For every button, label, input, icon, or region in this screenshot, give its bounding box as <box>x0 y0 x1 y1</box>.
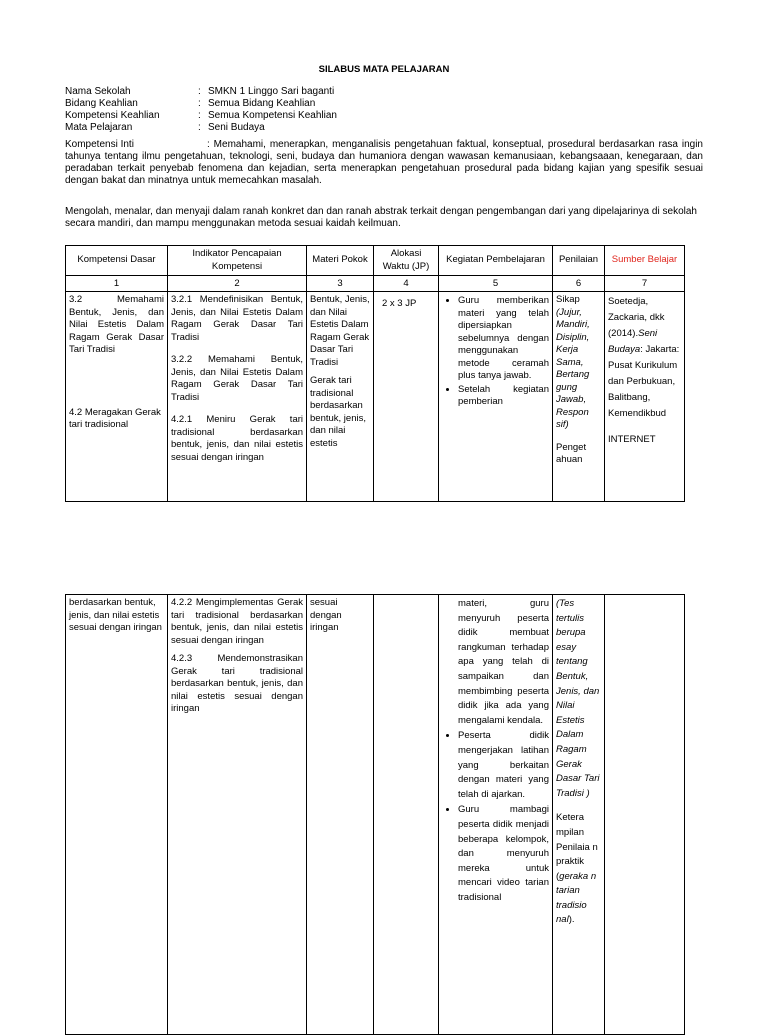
alokasi-cell <box>374 595 439 1035</box>
kegiatan-text: materi, guru menyuruh peserta didik membuat rangkuman terhadap apa yang telah di sampaikan dan membimbing peserta didik jika ada yang mengalami kendala. <box>458 598 549 726</box>
kd-text: 3.2 Memahami Bentuk, Jenis, dan Nilai Estetis Dalam Ragam Gerak Dasar Tari Tradisi <box>69 294 164 355</box>
ki-label: Kompetensi Inti <box>65 139 134 150</box>
penilaian-head: Sikap <box>556 294 580 305</box>
meta-value: Semua Bidang Keahlian <box>208 98 316 109</box>
sumber-book-title: Seni Budaya <box>608 328 658 355</box>
penilaian-tes: (Tes tertulis berupa esay tentang Bentuk, Jenis, dan Nilai Estetis Dalam Ragam Gerak Dasar Tari Tradisi ) <box>556 598 600 799</box>
penilaian-ket-end: ). <box>568 914 575 926</box>
sumber-text <box>608 294 681 422</box>
alokasi-cell <box>374 292 439 502</box>
materi-text: Bentuk, Jenis, dan Nilai Estetis Dalam Ragam Gerak Dasar Tari Tradisi <box>310 294 370 368</box>
header-kd: Kompetensi Dasar <box>66 246 168 276</box>
indikator-text: 4.2.2 Mengimplementas Gerak tari tradisional berdasarkan bentuk, jenis, dan nilai estetis sesuai dengan iringan <box>171 597 303 646</box>
alokasi-text: 2 x 3 JP <box>382 298 417 309</box>
document-title: SILABUS MATA PELAJARAN <box>318 64 450 75</box>
core-competency-paragraph-2: Mengolah, menalar, dan menyaji dalam ranah konkret dan dan ranah abstrak terkait dengan pengembangan dari yang dipelajarinya di sekolah secara mandiri, dan mampu menggunakan metoda sesuai kaidah keilmuan. <box>65 206 697 229</box>
col-number: 4 <box>374 276 439 292</box>
penilaian-ket-italic: geraka n tarian tradisio nal <box>556 870 597 926</box>
meta-row-school <box>65 86 337 98</box>
kd-text: berdasarkan bentuk, jenis, dan nilai estetis sesuai dengan iringan <box>69 597 162 633</box>
header-materi: Materi Pokok <box>307 246 374 276</box>
kegiatan-list <box>442 294 549 409</box>
meta-row-subject <box>65 122 337 134</box>
list-item: • Peserta didik mengerjakan latihan yang berkaitan dengan materi yang telah di ajarkan. <box>458 728 549 802</box>
indikator-cell <box>168 292 307 502</box>
syllabus-table-page2 <box>65 594 685 1035</box>
materi-text: Gerak tari tradisional berdasarkan bentuk, jenis, dan nilai estetis <box>310 375 366 449</box>
table-header-row <box>66 246 685 276</box>
materi-cell <box>307 595 374 1035</box>
col-number: 2 <box>168 276 307 292</box>
meta-colon: : <box>198 110 201 121</box>
meta-label: Kompetensi Keahlian <box>65 110 160 121</box>
meta-label: Bidang Keahlian <box>65 98 138 109</box>
header-penilaian: Penilaian <box>553 246 605 276</box>
list-item: • Setelah kegiatan pemberian <box>458 383 549 409</box>
sumber-author: Soetedja, Zackaria, dkk (2014). <box>608 296 665 339</box>
meta-colon: : <box>198 86 201 97</box>
indikator-text: 4.2.3 Mendemonstrasikan Gerak tari tradisional berdasarkan bentuk, jenis, dan nilai estetis sesuai dengan iringan <box>171 653 303 714</box>
meta-row-competency <box>65 110 337 122</box>
meta-value: Seni Budaya <box>208 122 265 133</box>
header-indikator: Indikator Pencapaian Kompetensi <box>168 246 307 276</box>
indikator-text: 3.2.2 Memahami Bentuk, Jenis, dan Nilai Estetis Dalam Ragam Gerak Dasar Tari Tradisi <box>171 354 303 403</box>
col-number: 7 <box>605 276 685 292</box>
kegiatan-cell <box>439 292 553 502</box>
kd-cell <box>66 595 168 1035</box>
col-number: 6 <box>553 276 605 292</box>
meta-label: Mata Pelajaran <box>65 122 133 133</box>
meta-value: Semua Kompetensi Keahlian <box>208 110 337 121</box>
penilaian-sikap: (Jujur, Mandiri, Disiplin, Kerja Sama, Bertang gung Jawab, Respon sif) <box>556 306 590 430</box>
header-kegiatan: Kegiatan Pembelajaran <box>439 246 553 276</box>
penilaian-cell <box>553 292 605 502</box>
syllabus-table-page1 <box>65 245 685 502</box>
table-row <box>66 292 685 502</box>
list-item: • Guru mambagi peserta didik menjadi beberapa kelompok, dan menyuruh mereka untuk mencari video tarian tradisional <box>458 802 549 905</box>
kd-cell <box>66 292 168 502</box>
table-row <box>66 595 685 1035</box>
indikator-text: 4.2.1 Meniru Gerak tari tradisional berdasarkan bentuk, jenis, dan nilai estetis sesuai dengan iringan <box>171 414 303 463</box>
sumber-publisher: : Jakarta: Pusat Kurikulum dan Perbukuan, Balitbang, Kemendikbud <box>608 344 680 419</box>
core-competency-paragraph <box>65 139 703 187</box>
meta-colon: : <box>198 122 201 133</box>
kd-text: 4.2 Meragakan Gerak tari tradisional <box>69 406 161 430</box>
materi-cell <box>307 292 374 502</box>
header-alokasi: Alokasi Waktu (JP) <box>374 246 439 276</box>
penilaian-keterampilan <box>556 811 601 928</box>
indikator-cell <box>168 595 307 1035</box>
ki-text: : Memahami, menerapkan, menganalisis pengetahuan faktual, konseptual, prosedural berdasarkan rasa ingin tahunya tentang ilmu pengetahuan, teknologi, seni, budaya dan humaniora dengan wawasan kemanusiaan, kebangsaaan, kenegaraan, dan peradaban terkait penyebab fenomena dan kejadian, serta menerapkan pengetahuan prosedural pada bidang kajian yang spesifik sesuai dengan bakat dan minatnya untuk memecahkan masalah. <box>65 139 703 186</box>
sumber-cell <box>605 292 685 502</box>
materi-text: sesuai dengan iringan <box>310 597 342 633</box>
meta-colon: : <box>198 98 201 109</box>
penilaian-ket-text: Ketera mpilan Penilaia n praktik ( <box>556 812 598 882</box>
col-number: 3 <box>307 276 374 292</box>
header-sumber: Sumber Belajar <box>605 246 685 276</box>
meta-label: Nama Sekolah <box>65 86 131 97</box>
sumber-cell <box>605 595 685 1035</box>
penilaian-cell <box>553 595 605 1035</box>
col-number: 5 <box>439 276 553 292</box>
col-number: 1 <box>66 276 168 292</box>
meta-value: SMKN 1 Linggo Sari baganti <box>208 86 335 97</box>
penilaian-pengetahuan: Penget ahuan <box>556 441 587 465</box>
kegiatan-list <box>442 728 549 905</box>
list-item: • Guru memberikan materi yang telah dipersiapkan sebelumnya dengan menggunakan metode ceramah plus tanya jawab. <box>458 294 549 383</box>
indikator-text: 3.2.1 Mendefinisikan Bentuk, Jenis, dan Nilai Estetis Dalam Ragam Gerak Dasar Tari Tradisi <box>171 294 303 343</box>
meta-row-field <box>65 98 337 110</box>
metadata-block <box>65 86 337 134</box>
sumber-internet: INTERNET <box>608 434 656 445</box>
kegiatan-cell <box>439 595 553 1035</box>
table-number-row <box>66 276 685 292</box>
